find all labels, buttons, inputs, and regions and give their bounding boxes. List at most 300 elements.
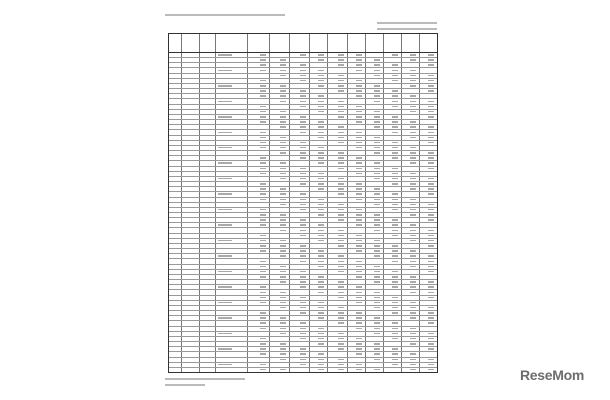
table-cell-value bbox=[260, 317, 266, 319]
table-cell-value bbox=[338, 240, 344, 242]
table-cell-value bbox=[356, 54, 362, 56]
table-cell-value bbox=[374, 101, 380, 103]
table-cell-value bbox=[318, 317, 324, 319]
table-cell-value bbox=[374, 64, 380, 66]
table-cell-value bbox=[374, 95, 380, 97]
table-cell-value bbox=[356, 116, 362, 118]
table-row bbox=[169, 295, 437, 296]
table-cell-value bbox=[300, 204, 306, 206]
table-cell-value bbox=[374, 126, 380, 128]
table-cell-value bbox=[428, 343, 434, 345]
table-cell-value bbox=[318, 106, 324, 108]
table-cell-value bbox=[392, 271, 398, 273]
table-row bbox=[169, 367, 437, 368]
table-cell-value bbox=[428, 209, 434, 211]
table-cell-value bbox=[428, 152, 434, 154]
table-cell-value bbox=[260, 116, 266, 118]
table-cell-value bbox=[280, 333, 286, 335]
table-cell-value bbox=[374, 168, 380, 170]
table-cell-value bbox=[356, 292, 362, 294]
table-cell-value bbox=[392, 178, 398, 180]
table-cell-value bbox=[374, 116, 380, 118]
table-cell-value bbox=[392, 54, 398, 56]
table-cell-value bbox=[260, 193, 266, 195]
table-row bbox=[169, 124, 437, 125]
table-cell-value bbox=[356, 173, 362, 175]
table-cell-value bbox=[356, 322, 362, 324]
table-row bbox=[169, 227, 437, 228]
table-cell-value bbox=[410, 292, 416, 294]
table-cell-value bbox=[260, 111, 266, 113]
table-row bbox=[169, 171, 437, 172]
table-cell-value bbox=[410, 312, 416, 314]
table-cell-value bbox=[280, 214, 286, 216]
table-cell-value bbox=[374, 90, 380, 92]
table-cell-value bbox=[318, 121, 324, 123]
document-date-line bbox=[377, 28, 437, 30]
table-cell-value bbox=[338, 64, 344, 66]
table-row bbox=[169, 357, 437, 358]
table-cell-value bbox=[374, 343, 380, 345]
table-cell-value bbox=[356, 317, 362, 319]
table-cell-value bbox=[280, 85, 286, 87]
table-cell-value bbox=[260, 188, 266, 190]
table-cell-value bbox=[260, 235, 266, 237]
table-cell-value bbox=[300, 312, 306, 314]
table-cell-value bbox=[280, 322, 286, 324]
table-cell-label bbox=[218, 54, 232, 56]
table-cell-value bbox=[392, 209, 398, 211]
table-cell-value bbox=[338, 235, 344, 237]
table-cell-value bbox=[260, 132, 266, 134]
table-cell-value bbox=[356, 245, 362, 247]
table-cell-value bbox=[280, 307, 286, 309]
table-cell-value bbox=[410, 276, 416, 278]
table-cell-value bbox=[318, 235, 324, 237]
table-cell-value bbox=[300, 132, 306, 134]
table-cell-value bbox=[260, 80, 266, 82]
table-cell-value bbox=[300, 359, 306, 361]
table-cell-value bbox=[392, 297, 398, 299]
table-cell-value bbox=[410, 157, 416, 159]
table-cell-value bbox=[410, 338, 416, 340]
table-cell-value bbox=[338, 142, 344, 144]
table-cell-value bbox=[300, 106, 306, 108]
table-cell-value bbox=[318, 147, 324, 149]
table-cell-value bbox=[280, 255, 286, 257]
table-cell-value bbox=[410, 328, 416, 330]
table-cell-value bbox=[428, 75, 434, 77]
table-cell-value bbox=[300, 255, 306, 257]
table-cell-value bbox=[374, 276, 380, 278]
table-cell-value bbox=[410, 173, 416, 175]
table-cell-value bbox=[410, 214, 416, 216]
table-cell-value bbox=[338, 54, 344, 56]
table-cell-value bbox=[260, 286, 266, 288]
table-cell-value bbox=[338, 286, 344, 288]
table-cell-value bbox=[300, 302, 306, 304]
table-row bbox=[169, 73, 437, 74]
table-row bbox=[169, 191, 437, 192]
table-cell-value bbox=[356, 111, 362, 113]
table-cell-value bbox=[338, 230, 344, 232]
table-cell-value bbox=[338, 343, 344, 345]
table-cell-value bbox=[318, 255, 324, 257]
table-row bbox=[169, 197, 437, 198]
table-cell-value bbox=[318, 183, 324, 185]
table-cell-value bbox=[318, 353, 324, 355]
table-cell-value bbox=[392, 80, 398, 82]
table-cell-value bbox=[410, 178, 416, 180]
table-cell-value bbox=[374, 214, 380, 216]
table-cell-value bbox=[260, 214, 266, 216]
table-cell-value bbox=[300, 271, 306, 273]
table-cell-value bbox=[280, 101, 286, 103]
table-cell-value bbox=[374, 240, 380, 242]
table-cell-value bbox=[410, 333, 416, 335]
table-row bbox=[169, 362, 437, 363]
table-cell-value bbox=[356, 286, 362, 288]
table-row bbox=[169, 186, 437, 187]
table-cell-value bbox=[300, 64, 306, 66]
table-cell-value bbox=[374, 302, 380, 304]
table-cell-value bbox=[318, 224, 324, 226]
table-cell-value bbox=[280, 70, 286, 72]
table-cell-value bbox=[280, 173, 286, 175]
table-cell-value bbox=[374, 255, 380, 257]
table-cell-value bbox=[300, 307, 306, 309]
table-cell-value bbox=[300, 80, 306, 82]
table-cell-value bbox=[428, 178, 434, 180]
table-cell-value bbox=[318, 261, 324, 263]
table-cell-value bbox=[338, 297, 344, 299]
table-cell-value bbox=[392, 348, 398, 350]
table-cell-value bbox=[374, 281, 380, 283]
table-cell-value bbox=[280, 59, 286, 61]
table-cell-value bbox=[428, 240, 434, 242]
table-header-divider bbox=[169, 52, 437, 53]
table-cell-value bbox=[280, 90, 286, 92]
footnote-line bbox=[165, 378, 245, 380]
table-cell-value bbox=[318, 250, 324, 252]
table-cell-value bbox=[318, 307, 324, 309]
table-cell-value bbox=[392, 132, 398, 134]
table-cell-value bbox=[260, 95, 266, 97]
table-row bbox=[169, 104, 437, 105]
table-cell-value bbox=[356, 328, 362, 330]
table-cell-value bbox=[280, 121, 286, 123]
table-cell-label bbox=[218, 162, 232, 164]
table-cell-value bbox=[280, 281, 286, 283]
table-cell-value bbox=[338, 292, 344, 294]
table-row bbox=[169, 88, 437, 89]
table-cell-value bbox=[338, 271, 344, 273]
table-cell-value bbox=[356, 95, 362, 97]
table-cell-value bbox=[374, 322, 380, 324]
table-cell-value bbox=[338, 80, 344, 82]
table-cell-value bbox=[356, 343, 362, 345]
table-cell-value bbox=[300, 178, 306, 180]
table-cell-value bbox=[260, 250, 266, 252]
table-cell-value bbox=[300, 90, 306, 92]
table-cell-value bbox=[318, 157, 324, 159]
table-cell-value bbox=[428, 317, 434, 319]
table-cell-label bbox=[218, 240, 232, 242]
table-cell-value bbox=[300, 245, 306, 247]
table-cell-value bbox=[356, 64, 362, 66]
table-cell-value bbox=[260, 162, 266, 164]
table-cell-value bbox=[410, 132, 416, 134]
table-cell-value bbox=[428, 90, 434, 92]
table-cell-label bbox=[218, 348, 232, 350]
table-cell-value bbox=[410, 317, 416, 319]
table-cell-value bbox=[318, 240, 324, 242]
table-row bbox=[169, 217, 437, 218]
table-cell-value bbox=[356, 235, 362, 237]
table-cell-value bbox=[428, 106, 434, 108]
table-cell-value bbox=[392, 302, 398, 304]
table-cell-value bbox=[280, 369, 286, 371]
table-cell-label bbox=[218, 116, 232, 118]
table-cell-value bbox=[428, 183, 434, 185]
table-cell-value bbox=[300, 199, 306, 201]
document-title-line bbox=[165, 14, 285, 16]
table-cell-value bbox=[356, 157, 362, 159]
table-cell-value bbox=[392, 245, 398, 247]
table-cell-value bbox=[428, 261, 434, 263]
table-row bbox=[169, 238, 437, 239]
table-cell-value bbox=[280, 276, 286, 278]
table-cell-value bbox=[392, 142, 398, 144]
table-cell-value bbox=[392, 193, 398, 195]
table-cell-value bbox=[392, 204, 398, 206]
table-cell-value bbox=[392, 183, 398, 185]
table-row bbox=[169, 119, 437, 120]
table-cell-value bbox=[356, 90, 362, 92]
table-cell-value bbox=[356, 142, 362, 144]
table-cell-value bbox=[260, 59, 266, 61]
table-cell-value bbox=[260, 369, 266, 371]
table-cell-value bbox=[410, 240, 416, 242]
table-cell-value bbox=[428, 59, 434, 61]
table-cell-value bbox=[260, 240, 266, 242]
table-cell-value bbox=[300, 261, 306, 263]
table-cell-value bbox=[410, 255, 416, 257]
table-cell-value bbox=[374, 178, 380, 180]
resemom-logo bbox=[520, 367, 584, 383]
table-cell-value bbox=[318, 338, 324, 340]
table-cell-value bbox=[392, 219, 398, 221]
table-cell-value bbox=[392, 276, 398, 278]
table-row bbox=[169, 274, 437, 275]
table-cell-value bbox=[392, 230, 398, 232]
table-cell-value bbox=[410, 235, 416, 237]
table-cell-value bbox=[280, 137, 286, 139]
table-cell-value bbox=[280, 188, 286, 190]
table-cell-value bbox=[392, 312, 398, 314]
table-cell-value bbox=[374, 147, 380, 149]
table-cell-value bbox=[338, 281, 344, 283]
table-cell-value bbox=[356, 219, 362, 221]
table-cell-value bbox=[428, 312, 434, 314]
table-cell-value bbox=[280, 245, 286, 247]
table-cell-value bbox=[428, 132, 434, 134]
table-cell-value bbox=[410, 302, 416, 304]
table-cell-value bbox=[356, 261, 362, 263]
table-row bbox=[169, 253, 437, 254]
table-cell-value bbox=[260, 199, 266, 201]
table-cell-value bbox=[410, 281, 416, 283]
table-cell-value bbox=[338, 193, 344, 195]
table-cell-value bbox=[374, 353, 380, 355]
table-row bbox=[169, 310, 437, 311]
table-cell-value bbox=[410, 80, 416, 82]
table-cell-value bbox=[260, 70, 266, 72]
table-row bbox=[169, 351, 437, 352]
table-cell-value bbox=[338, 75, 344, 77]
table-cell-value bbox=[300, 338, 306, 340]
table-cell-value bbox=[428, 235, 434, 237]
table-cell-value bbox=[260, 322, 266, 324]
table-cell-value bbox=[374, 271, 380, 273]
table-cell-value bbox=[392, 338, 398, 340]
table-cell-value bbox=[280, 302, 286, 304]
table-cell-value bbox=[428, 364, 434, 366]
table-cell-value bbox=[318, 54, 324, 56]
table-cell-value bbox=[280, 359, 286, 361]
table-cell-value bbox=[280, 193, 286, 195]
table-cell-value bbox=[428, 54, 434, 56]
table-cell-value bbox=[280, 292, 286, 294]
table-cell-value bbox=[318, 126, 324, 128]
table-cell-value bbox=[410, 95, 416, 97]
table-cell-value bbox=[280, 328, 286, 330]
table-row bbox=[169, 135, 437, 136]
table-cell-value bbox=[338, 333, 344, 335]
table-cell-value bbox=[356, 353, 362, 355]
table-cell-value bbox=[392, 359, 398, 361]
table-cell-value bbox=[374, 224, 380, 226]
table-cell-value bbox=[318, 101, 324, 103]
table-cell-value bbox=[300, 286, 306, 288]
table-cell-value bbox=[260, 353, 266, 355]
table-row bbox=[169, 166, 437, 167]
table-cell-value bbox=[318, 204, 324, 206]
table-cell-value bbox=[260, 90, 266, 92]
table-cell-value bbox=[260, 106, 266, 108]
table-row bbox=[169, 320, 437, 321]
table-cell-value bbox=[338, 111, 344, 113]
table-cell-value bbox=[356, 70, 362, 72]
table-cell-value bbox=[356, 266, 362, 268]
table-cell-value bbox=[392, 90, 398, 92]
table-cell-value bbox=[356, 132, 362, 134]
table-cell-value bbox=[318, 75, 324, 77]
table-cell-value bbox=[428, 307, 434, 309]
table-cell-value bbox=[392, 250, 398, 252]
table-cell-value bbox=[356, 271, 362, 273]
table-cell-value bbox=[280, 266, 286, 268]
table-cell-value bbox=[338, 261, 344, 263]
table-cell-value bbox=[280, 168, 286, 170]
table-cell-value bbox=[318, 276, 324, 278]
table-row bbox=[169, 109, 437, 110]
table-cell-value bbox=[428, 292, 434, 294]
table-cell-value bbox=[428, 168, 434, 170]
table-cell-value bbox=[374, 266, 380, 268]
table-cell-value bbox=[280, 204, 286, 206]
table-cell-value bbox=[318, 230, 324, 232]
table-cell-value bbox=[260, 364, 266, 366]
table-cell-value bbox=[300, 95, 306, 97]
table-cell-value bbox=[300, 322, 306, 324]
table-cell-value bbox=[410, 106, 416, 108]
table-cell-value bbox=[410, 286, 416, 288]
table-cell-value bbox=[428, 322, 434, 324]
table-cell-value bbox=[300, 157, 306, 159]
table-cell-value bbox=[428, 126, 434, 128]
table-cell-value bbox=[428, 64, 434, 66]
table-cell-value bbox=[410, 147, 416, 149]
table-cell-value bbox=[374, 152, 380, 154]
table-cell-value bbox=[338, 59, 344, 61]
table-cell-value bbox=[374, 250, 380, 252]
table-cell-value bbox=[392, 328, 398, 330]
table-cell-value bbox=[356, 59, 362, 61]
table-cell-value bbox=[280, 271, 286, 273]
table-cell-value bbox=[338, 162, 344, 164]
table-cell-value bbox=[260, 147, 266, 149]
table-cell-value bbox=[428, 142, 434, 144]
table-cell-label bbox=[218, 85, 232, 87]
logo-text: ReseMom bbox=[520, 367, 585, 383]
table-cell-value bbox=[428, 348, 434, 350]
table-cell-value bbox=[338, 168, 344, 170]
table-cell-value bbox=[280, 64, 286, 66]
table-cell-value bbox=[280, 75, 286, 77]
table-cell-value bbox=[318, 333, 324, 335]
table-cell-value bbox=[374, 111, 380, 113]
table-cell-value bbox=[356, 224, 362, 226]
table-row bbox=[169, 264, 437, 265]
table-cell-value bbox=[410, 209, 416, 211]
table-cell-value bbox=[280, 152, 286, 154]
table-cell-value bbox=[300, 235, 306, 237]
table-cell-value bbox=[280, 353, 286, 355]
table-cell-value bbox=[428, 214, 434, 216]
table-row bbox=[169, 331, 437, 332]
table-cell-value bbox=[374, 219, 380, 221]
table-cell-value bbox=[392, 322, 398, 324]
table-cell-value bbox=[428, 369, 434, 371]
table-row bbox=[169, 300, 437, 301]
table-cell-label bbox=[218, 147, 232, 149]
table-cell-value bbox=[260, 121, 266, 123]
table-cell-label bbox=[218, 271, 232, 273]
table-cell-value bbox=[260, 338, 266, 340]
table-cell-value bbox=[392, 126, 398, 128]
table-cell-value bbox=[338, 266, 344, 268]
table-cell-value bbox=[338, 188, 344, 190]
table-cell-value bbox=[374, 328, 380, 330]
table-cell-value bbox=[356, 302, 362, 304]
table-cell-value bbox=[410, 121, 416, 123]
table-cell-value bbox=[392, 121, 398, 123]
table-cell-value bbox=[410, 137, 416, 139]
table-row bbox=[169, 150, 437, 151]
table-cell-value bbox=[280, 219, 286, 221]
table-cell-value bbox=[300, 364, 306, 366]
